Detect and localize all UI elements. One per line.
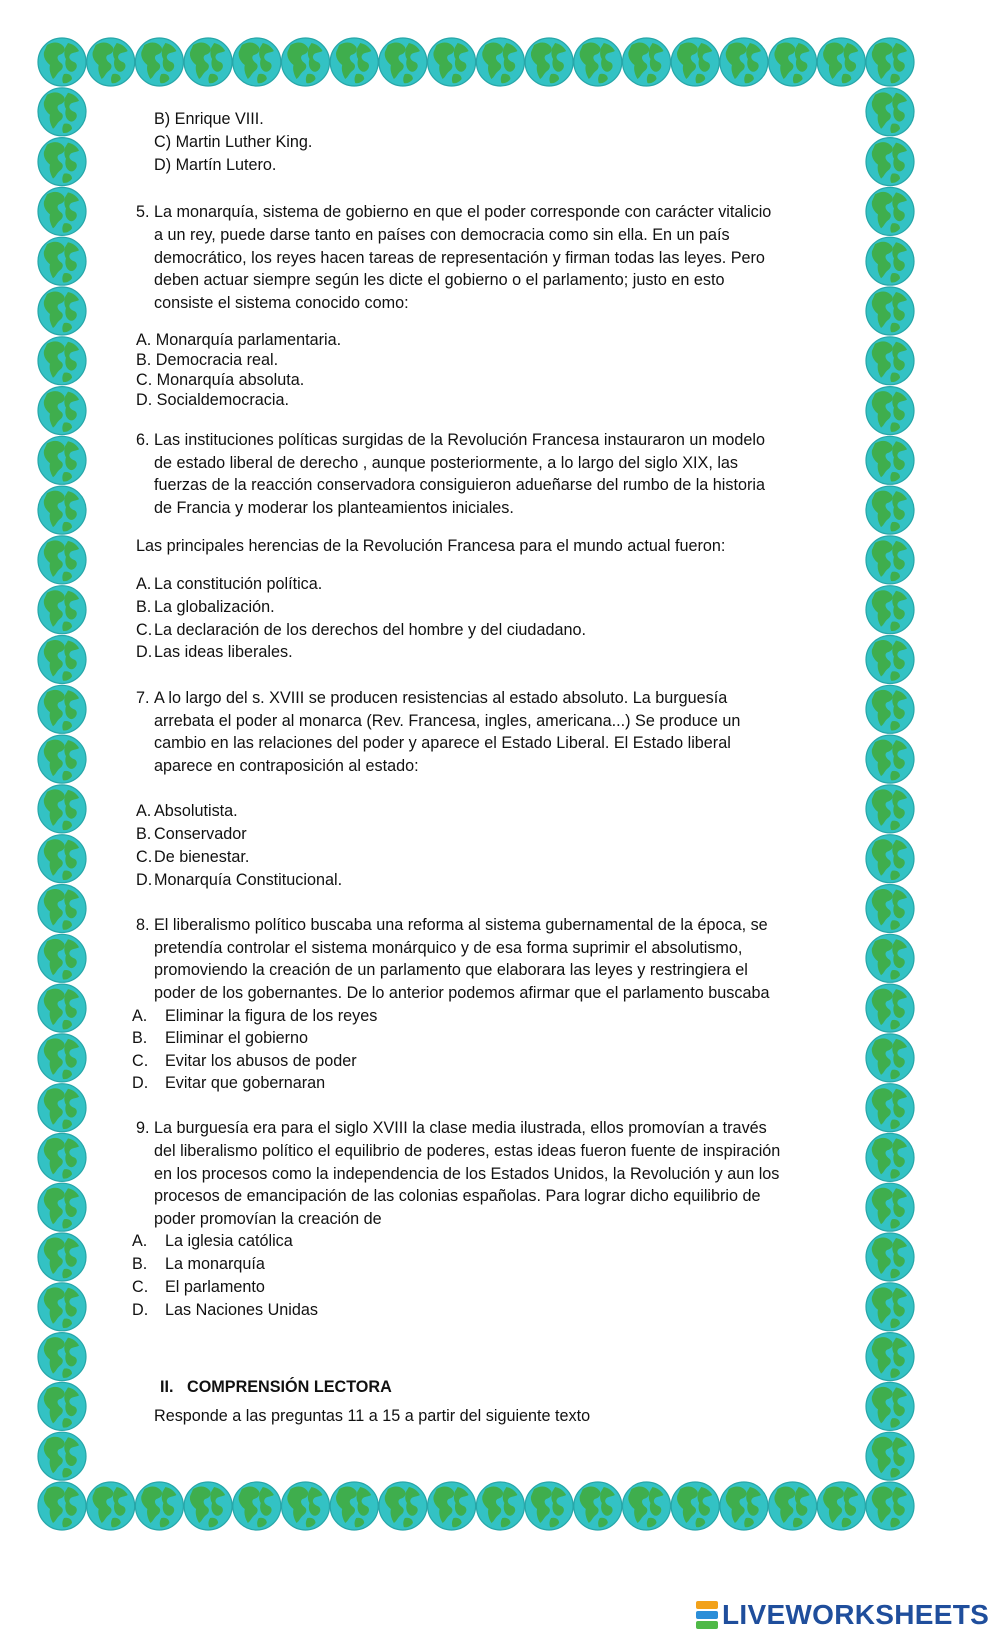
q7-text-line: arrebata el poder al monarca (Rev. Francesa, ingles, americana...) Se produce un <box>154 712 741 730</box>
earth-globe-icon <box>720 38 768 86</box>
earth-globe-icon <box>866 187 914 235</box>
earth-globe-icon <box>233 1482 281 1530</box>
earth-globe-icon <box>671 38 719 86</box>
earth-globe-icon <box>671 1482 719 1530</box>
earth-globe-icon <box>38 486 86 534</box>
earth-globe-icon <box>38 38 86 86</box>
q9-text-line: en los procesos como la independencia de los Estados Unidos, la Revolución y aun los <box>154 1165 780 1183</box>
earth-globe-icon <box>866 1482 914 1530</box>
liveworksheets-wordmark: LIVEWORKSHEETS <box>722 1599 990 1630</box>
q6-text-line: de estado liberal de derecho , aunque posteriormente, a lo largo del siglo XIX, las <box>154 454 739 472</box>
earth-globe-icon <box>330 38 378 86</box>
earth-globe-icon <box>184 1482 232 1530</box>
q5-option-d: D. Socialdemocracia. <box>136 391 289 409</box>
earth-globe-icon <box>38 586 86 634</box>
earth-globe-icon <box>866 885 914 933</box>
earth-globe-icon <box>38 88 86 136</box>
earth-globe-icon <box>38 187 86 235</box>
q9-option-b-letter: B. <box>132 1255 148 1273</box>
q8-option-c-text: Evitar los abusos de poder <box>165 1052 357 1070</box>
earth-globe-icon <box>866 1432 914 1480</box>
earth-globe-icon <box>38 885 86 933</box>
q6-text-line: de Francia y moderar los planteamientos iniciales. <box>154 499 514 517</box>
section-2-instruction: Responde a las preguntas 11 a 15 a partir del siguiente texto <box>154 1407 591 1425</box>
earth-globe-icon <box>38 934 86 982</box>
earth-globe-icon <box>866 1183 914 1231</box>
q8-text-line: promoviendo la creación de un parlamento que elaborara las leyes y restringiera el <box>154 961 748 979</box>
earth-globe-icon <box>525 38 573 86</box>
earth-globe-icon <box>38 1333 86 1381</box>
earth-globe-icon <box>866 984 914 1032</box>
earth-globe-icon <box>623 1482 671 1530</box>
earth-globe-icon <box>866 237 914 285</box>
earth-globe-icon <box>574 1482 622 1530</box>
q8-option-a-letter: A. <box>132 1007 148 1025</box>
earth-globe-icon <box>476 38 524 86</box>
q9-option-a-letter: A. <box>132 1232 148 1250</box>
q5-option-b: B. Democracia real. <box>136 351 279 369</box>
q7-option-d-text: Monarquía Constitucional. <box>154 871 343 889</box>
q7-option-c-text: De bienestar. <box>154 848 250 866</box>
earth-globe-icon <box>38 785 86 833</box>
q7-text-line: cambio en las relaciones del poder y aparece el Estado Liberal. El Estado liberal <box>154 734 731 752</box>
q6-option-c-text: La declaración de los derechos del hombre y del ciudadano. <box>154 621 586 639</box>
q9-text-line: procesos de emancipación de las colonias españolas. Para lograr dicho equilibrio de <box>154 1187 761 1205</box>
liveworksheets-logo <box>696 1598 989 1632</box>
earth-globe-icon <box>135 1482 183 1530</box>
earth-globe-icon <box>866 138 914 186</box>
q7-option-d-letter: D. <box>136 871 153 889</box>
earth-globe-icon <box>769 38 817 86</box>
q7-option-b-text: Conservador <box>154 825 247 843</box>
q9-option-b-text: La monarquía <box>165 1255 265 1273</box>
q9-text-line: poder promovían la creación de <box>154 1210 382 1228</box>
q4-option-b: B) Enrique VIII. <box>154 110 264 128</box>
q8-option-d-text: Evitar que gobernaran <box>165 1074 326 1092</box>
earth-globe-icon <box>330 1482 378 1530</box>
q6-option-a-text: La constitución política. <box>154 575 323 593</box>
earth-globe-icon <box>38 1084 86 1132</box>
q8-number: 8. <box>136 916 150 934</box>
q9-option-c-text: El parlamento <box>165 1278 265 1296</box>
q6-option-a-letter: A. <box>136 575 152 593</box>
earth-globe-icon <box>866 1333 914 1381</box>
earth-globe-icon <box>38 1482 86 1530</box>
earth-globe-icon <box>38 1034 86 1082</box>
q7-text-line: A lo largo del s. XVIII se producen resistencias al estado absoluto. La burguesía <box>154 689 728 707</box>
q8-option-b-text: Eliminar el gobierno <box>165 1029 309 1047</box>
earth-globe-icon <box>428 38 476 86</box>
earth-globe-icon <box>866 1382 914 1430</box>
earth-globe-icon <box>38 138 86 186</box>
earth-globe-icon <box>866 88 914 136</box>
q9-option-a-text: La iglesia católica <box>165 1232 293 1250</box>
q9-number: 9. <box>136 1119 150 1137</box>
q9-option-c-letter: C. <box>132 1278 149 1296</box>
q6-option-b-text: La globalización. <box>154 598 275 616</box>
q8-text-line: pretendía controlar el sistema monárquico y de esa forma suprimir el absolutismo, <box>154 939 743 957</box>
q8-text-line: El liberalismo político buscaba una reforma al sistema gubernamental de la época, se <box>154 916 768 934</box>
earth-globe-icon <box>866 287 914 335</box>
liveworksheets-mark-icon <box>696 1601 718 1629</box>
q6-option-d-letter: D. <box>136 643 153 661</box>
q8-option-c-letter: C. <box>132 1052 149 1070</box>
q5-text-line: democrático, los reyes hacen tareas de representación y firman todas las leyes. Pero <box>154 249 765 267</box>
q8-option-d-letter: D. <box>132 1074 149 1092</box>
earth-globe-icon <box>866 735 914 783</box>
section-2-numeral: II. <box>160 1378 174 1396</box>
earth-globe-icon <box>38 387 86 435</box>
q5-option-c: C. Monarquía absoluta. <box>136 371 305 389</box>
q7-option-a-text: Absolutista. <box>154 802 238 820</box>
earth-globe-icon <box>866 586 914 634</box>
earth-globe-icon <box>38 436 86 484</box>
q6-text-line: fuerzas de la reacción conservadora consiguieron adueñarse del rumbo de la historia <box>154 476 765 494</box>
earth-globe-icon <box>282 38 330 86</box>
earth-globe-icon <box>866 685 914 733</box>
q5-text-line: a un rey, puede darse tanto en países con democracia como sin ella. En un país <box>154 226 730 244</box>
earth-globe-icon <box>38 1432 86 1480</box>
q8-option-b-letter: B. <box>132 1029 148 1047</box>
earth-globe-icon <box>135 38 183 86</box>
earth-globe-icon <box>866 337 914 385</box>
q7-text-line: aparece en contraposición al estado: <box>154 757 419 775</box>
earth-globe-icon <box>769 1482 817 1530</box>
earth-globe-icon <box>38 735 86 783</box>
q6-prompt: Las principales herencias de la Revolución Francesa para el mundo actual fueron: <box>136 537 726 555</box>
q6-text-line: Las instituciones políticas surgidas de la Revolución Francesa instauraron un modelo <box>154 431 765 449</box>
q5-text-line: deben actuar siempre según les dicte el gobierno o el parlamento; justo en esto <box>154 271 725 289</box>
earth-globe-icon <box>38 337 86 385</box>
q9-text-line: del liberalismo político el equilibrio de poderes, estas ideas fueron fuente de inspiración <box>154 1142 781 1160</box>
q9-option-d-text: Las Naciones Unidas <box>165 1301 318 1319</box>
earth-globe-icon <box>38 1183 86 1231</box>
earth-globe-icon <box>866 1034 914 1082</box>
section-2-title: COMPRENSIÓN LECTORA <box>187 1378 392 1396</box>
earth-globe-icon <box>866 436 914 484</box>
q5-number: 5. <box>136 203 150 221</box>
earth-globe-icon <box>87 1482 135 1530</box>
earth-globe-icon <box>866 536 914 584</box>
q6-option-b-letter: B. <box>136 598 152 616</box>
earth-globe-icon <box>866 486 914 534</box>
earth-globe-icon <box>866 1283 914 1331</box>
earth-globe-icon <box>38 287 86 335</box>
earth-globe-icon <box>233 38 281 86</box>
q8-text-line: poder de los gobernantes. De lo anterior podemos afirmar que el parlamento buscaba <box>154 984 770 1002</box>
earth-globe-icon <box>817 38 865 86</box>
earth-globe-icon <box>720 1482 768 1530</box>
q5-text-line: consiste el sistema conocido como: <box>154 294 409 312</box>
q9-option-d-letter: D. <box>132 1301 149 1319</box>
earth-globe-icon <box>623 38 671 86</box>
earth-globe-icon <box>38 984 86 1032</box>
q4-option-d: D) Martín Lutero. <box>154 156 277 174</box>
earth-globe-icon <box>866 934 914 982</box>
earth-globe-icon <box>866 1233 914 1281</box>
earth-globe-icon <box>866 1133 914 1181</box>
q7-option-b-letter: B. <box>136 825 152 843</box>
earth-globe-icon <box>866 835 914 883</box>
q7-option-a-letter: A. <box>136 802 152 820</box>
q8-option-a-text: Eliminar la figura de los reyes <box>165 1007 378 1025</box>
earth-globe-icon <box>866 785 914 833</box>
q6-option-d-text: Las ideas liberales. <box>154 643 293 661</box>
q4-option-c: C) Martin Luther King. <box>154 133 313 151</box>
earth-globe-icon <box>38 1283 86 1331</box>
earth-globe-icon <box>38 835 86 883</box>
q6-number: 6. <box>136 431 150 449</box>
q5-option-a: A. Monarquía parlamentaria. <box>136 331 342 349</box>
q5-text-line: La monarquía, sistema de gobierno en que el poder corresponde con carácter vitalicio <box>154 203 772 221</box>
earth-globe-icon <box>574 38 622 86</box>
earth-globe-icon <box>866 1084 914 1132</box>
earth-globe-icon <box>38 1133 86 1181</box>
q7-number: 7. <box>136 689 150 707</box>
q7-option-c-letter: C. <box>136 848 153 866</box>
q9-text-line: La burguesía era para el siglo XVIII la clase media ilustrada, ellos promovían a través <box>154 1119 767 1137</box>
earth-globe-icon <box>282 1482 330 1530</box>
earth-globe-icon <box>817 1482 865 1530</box>
earth-globe-icon <box>38 685 86 733</box>
earth-globe-icon <box>38 1382 86 1430</box>
earth-globe-icon <box>476 1482 524 1530</box>
earth-globe-icon <box>184 38 232 86</box>
earth-globe-icon <box>525 1482 573 1530</box>
earth-globe-icon <box>87 38 135 86</box>
earth-globe-icon <box>38 1233 86 1281</box>
earth-globe-icon <box>866 38 914 86</box>
earth-globe-icon <box>866 387 914 435</box>
earth-globe-icon <box>38 636 86 684</box>
earth-globe-icon <box>38 536 86 584</box>
earth-globe-icon <box>38 237 86 285</box>
earth-globe-icon <box>379 38 427 86</box>
earth-globe-icon <box>379 1482 427 1530</box>
earth-globe-icon <box>428 1482 476 1530</box>
q6-option-c-letter: C. <box>136 621 153 639</box>
earth-globe-icon <box>866 636 914 684</box>
